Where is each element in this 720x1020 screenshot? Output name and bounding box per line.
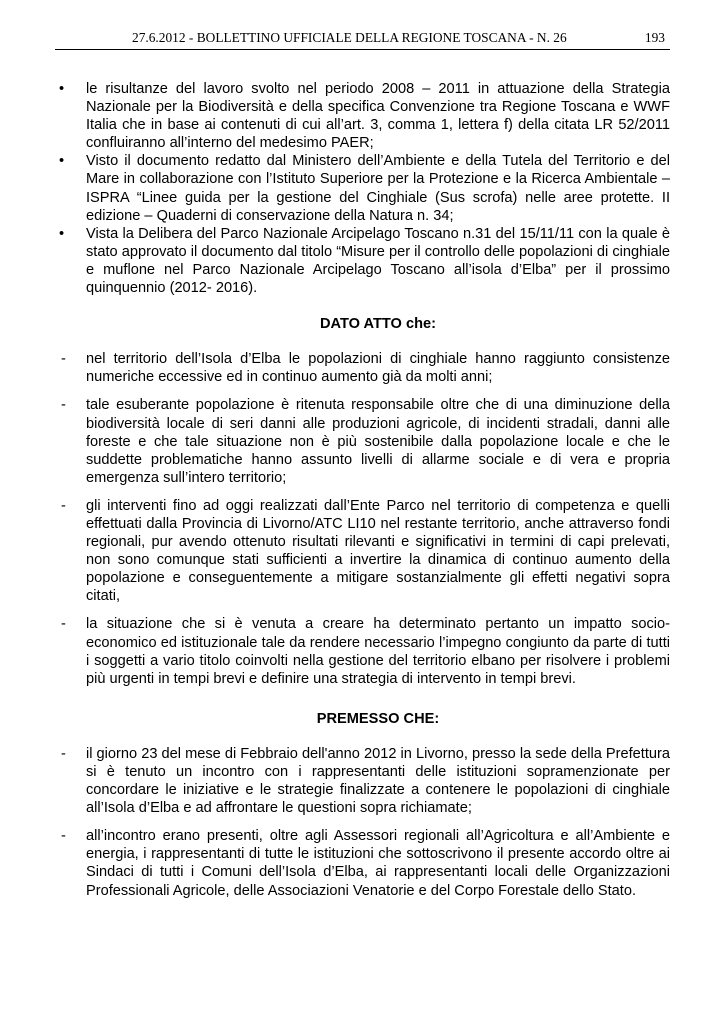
- dash-marker: -: [61, 616, 66, 633]
- header-divider: [55, 49, 670, 50]
- dash-text: nel territorio dell’Isola d’Elba le popolazioni di cinghiale hanno raggiunto consistenze numeriche eccessive ed in continuo aumento già da molti anni;: [86, 351, 670, 386]
- dash-text: gli interventi fino ad oggi realizzati dall’Ente Parco nel territorio di competenza e quelli effettuati dalla Provincia di Livorno/ATC LI10 nel restante territorio, anche attraverso fondi regionali, pur avendo ottenuto risultati rilevanti e significativi in termini di capi prelevati, non sono comunque stati sufficienti a invertire la dinamica di continuo aumento della popolazione e conseguentemente a mitigare sostanzialmente gli effetti negativi sopra citati,: [86, 497, 670, 605]
- bullet-text: Visto il documento redatto dal Ministero dell’Ambiente e della Tutela del Territorio e del Mare in collaborazione con l’Istituto Superiore per la Protezione e la Ricerca Ambientale – ISPRA “Linee guida per la gestione del Cinghiale (Sus scrofa) nelle aree protette. II edizione – Quaderni di conservazione della Natura n. 34;: [86, 153, 670, 224]
- bullet-text: Vista la Delibera del Parco Nazionale Arcipelago Toscano n.31 del 15/11/11 con la quale è stato approvato il documento dal titolo “Misure per il controllo delle popolazioni di cinghiale e muflone nel Parco Nazionale Arcipelago Toscano all’isola d’Elba” per il prossimo quinquennio (2012- 2016).: [86, 225, 670, 297]
- bullet-item-visto-documento: [55, 152, 670, 224]
- page-header: [55, 30, 670, 50]
- dash-marker: -: [61, 351, 66, 368]
- dash-item: [55, 827, 670, 899]
- dash-item: [55, 396, 670, 486]
- dash-item: [55, 615, 670, 687]
- dash-text: all’incontro erano presenti, oltre agli Assessori regionali all’Agricoltura e all’Ambiente e energia, i rappresentanti di tutte le istituzioni che sottoscrivono il presente accordo oltre ai Sindaci di tutti i Comuni dell’Isola d’Elba, ai rappresentanti locali delle Organizzazioni Professionali Agricole, delle Associazioni Venatorie e del Corpo Forestale dello Stato.: [86, 828, 670, 899]
- bullet-item-risultanze: [55, 80, 670, 152]
- bullet-list: [55, 80, 670, 297]
- bullet-marker: •: [59, 153, 65, 170]
- premesso-list: [55, 745, 670, 900]
- bulletin-title: 27.6.2012 - BOLLETTINO UFFICIALE DELLA REGIONE TOSCANA - N. 26: [132, 30, 567, 45]
- section-heading-premesso: PREMESSO CHE:: [316, 710, 440, 727]
- section-heading-dato-atto: DATO ATTO che:: [320, 316, 436, 333]
- page-number: 193: [644, 30, 665, 45]
- bullet-marker: •: [59, 81, 65, 97]
- dash-text: il giorno 23 del mese di Febbraio dell'anno 2012 in Livorno, presso la sede della Prefettura si è tenuto un incontro con i rappresentanti delle istituzioni sopramenzionate per concordare le iniziative e le strategie finalizzate a contenere le popolazioni di cinghiale all’Isola d’Elba e ad affrontare le questioni sopra richiamate;: [86, 745, 670, 817]
- document-body: [55, 80, 670, 910]
- dash-marker: -: [61, 397, 66, 414]
- dash-marker: -: [61, 497, 66, 514]
- dash-item: [55, 497, 670, 606]
- bullet-text: le risultanze del lavoro svolto nel periodo 2008 – 2011 in attuazione della Strategia Nazionale per la Biodiversità e della specifica Convenzione tra Regione Toscana e WWF Italia che in base ai contenuti di cui all’art. 3, comma 1, lettera f) della citata LR 52/2011 confluiranno all’interno del medesimo PAER;: [86, 81, 670, 152]
- dash-text: tale esuberante popolazione è ritenuta responsabile oltre che di una diminuzione della biodiversità locale di seri danni alle produzioni agricole, di incidenti stradali, danni alle foreste e che tale situazione non è più sostenibile dalla popolazione locale e che le suddette problematiche hanno assunto livelli di allarme sociale e di vera e propria emergenza sull’intero territorio;: [86, 397, 670, 486]
- dash-item: [55, 745, 670, 817]
- bullet-marker: •: [59, 225, 65, 242]
- dash-text: la situazione che si è venuta a creare ha determinato pertanto un impatto socio-economico ed istituzionale tale da rendere necessario l’impegno congiunto da parte di tutti i soggetti a vario titolo coinvolti nella gestione del territorio elbano per risolvere i problemi più urgenti in tempi brevi e definire una strategia di intervento in tempi brevi.: [86, 616, 670, 687]
- dash-marker: -: [61, 828, 66, 845]
- dash-item: [55, 350, 670, 386]
- dato-atto-list: [55, 350, 670, 688]
- dash-marker: -: [61, 745, 66, 762]
- bullet-item-vista-delibera: [55, 225, 670, 297]
